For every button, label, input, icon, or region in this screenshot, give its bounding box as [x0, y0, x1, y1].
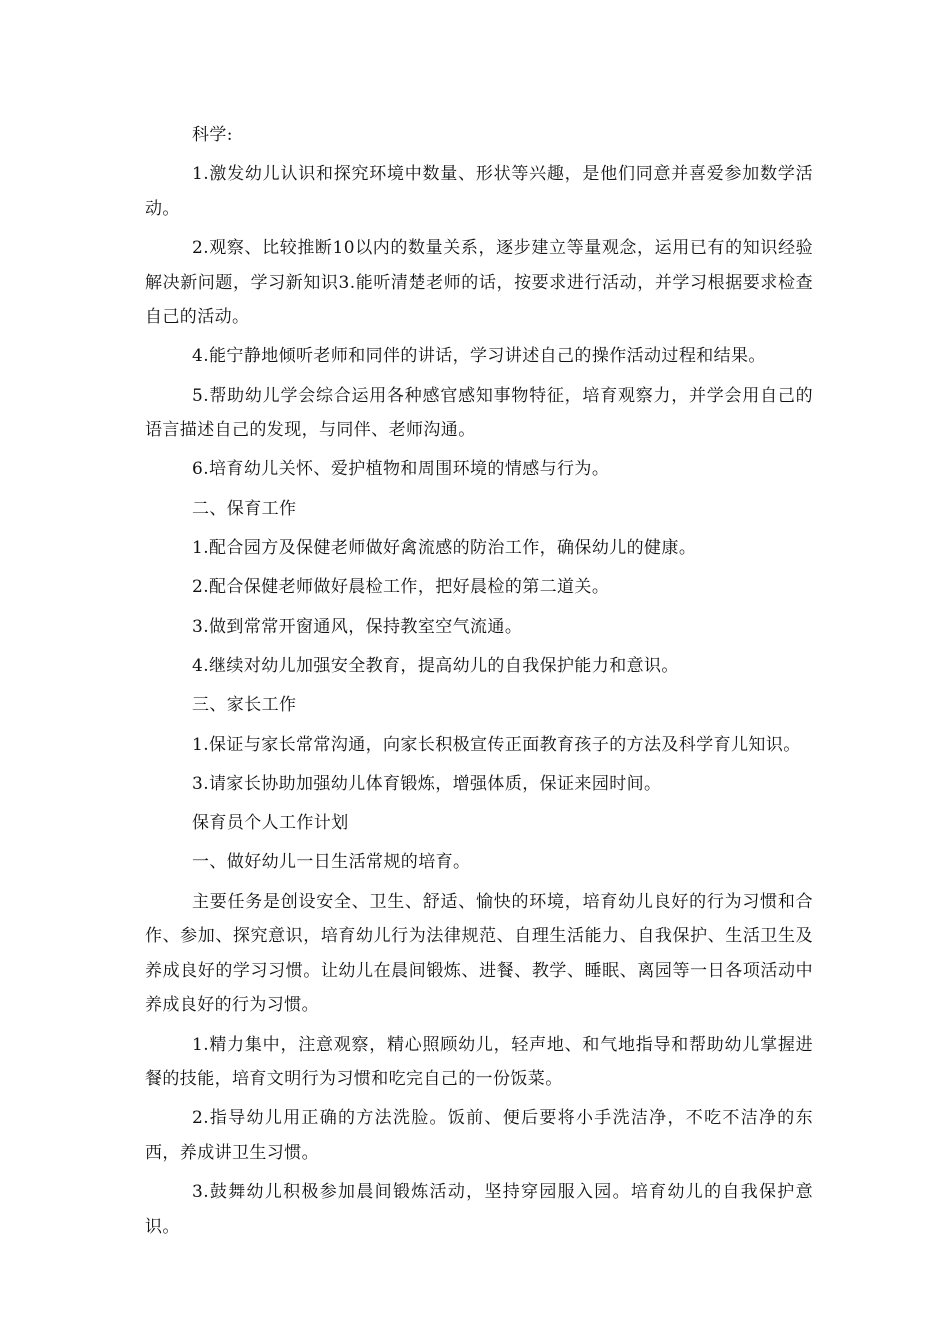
section-heading-personal-plan: 保育员个人工作计划: [192, 813, 349, 834]
section-heading-care-work: 二、保育工作: [192, 498, 297, 519]
paragraph: 2.配合保健老师做好晨检工作，把好晨检的第二道关。: [192, 577, 610, 598]
section-heading-daily-routine: 一、做好幼儿一日生活常规的培育。: [192, 852, 471, 873]
paragraph: 3.请家长协助加强幼儿体育锻炼，增强体质，保证来园时间。: [192, 773, 662, 794]
paragraph: 1.配合园方及保健老师做好禽流感的防治工作，确保幼儿的健康。: [192, 538, 697, 559]
paragraph: 3.做到常常开窗通风，保持教室空气流通。: [192, 616, 523, 637]
paragraph: 3.鼓舞幼儿积极参加晨间锻炼活动，坚持穿园服入园。培育幼儿的自我保护意识。: [145, 1182, 813, 1237]
section-heading-science: 科学:: [192, 125, 233, 145]
paragraph: 6.培育幼儿关怀、爱护植物和周围环境的情感与行为。: [192, 459, 610, 480]
paragraph: 1.保证与家长常常沟通，向家长积极宣传正面教育孩子的方法及科学育儿知识。: [192, 734, 801, 755]
section-heading-parent-work: 三、家长工作: [192, 695, 297, 716]
paragraph: 4.能宁静地倾听老师和同伴的讲话，学习讲述自己的操作活动过程和结果。: [192, 346, 766, 367]
paragraph: 4.继续对幼儿加强安全教育，提高幼儿的自我保护能力和意识。: [192, 655, 679, 676]
paragraph: 2.观察、比较推断10以内的数量关系，逐步建立等量观念，运用已有的知识经验解决新问题，学习新知识3.能听清楚老师的话，按要求进行活动，并学习根据要求检查自己的活动。: [145, 238, 813, 328]
paragraph: 1.激发幼儿认识和探究环境中数量、形状等兴趣，是他们同意并喜爱参加数学活动。: [145, 164, 813, 219]
paragraph: 5.帮助幼儿学会综合运用各种感官感知事物特征，培育观察力，并学会用自己的语言描述自己的发现，与同伴、老师沟通。: [145, 385, 813, 441]
document-body: [145, 118, 813, 1249]
paragraph: 2.指导幼儿用正确的方法洗脸。饭前、便后要将小手洗洁净，不吃不洁净的东西，养成讲卫生习惯。: [145, 1108, 813, 1163]
paragraph: 1.精力集中，注意观察，精心照顾幼儿，轻声地、和气地指导和帮助幼儿掌握进餐的技能，培育文明行为习惯和吃完自己的一份饭菜。: [145, 1034, 813, 1090]
paragraph: 主要任务是创设安全、卫生、舒适、愉快的环境，培育幼儿良好的行为习惯和合作、参加、探究意识，培育幼儿行为法律规范、自理生活能力、自我保护、生活卫生及养成良好的学习习惯。让幼儿在晨间锻炼、进餐、教学、睡眠、离园等一日各项活动中养成良好的行为习惯。: [145, 891, 813, 1016]
